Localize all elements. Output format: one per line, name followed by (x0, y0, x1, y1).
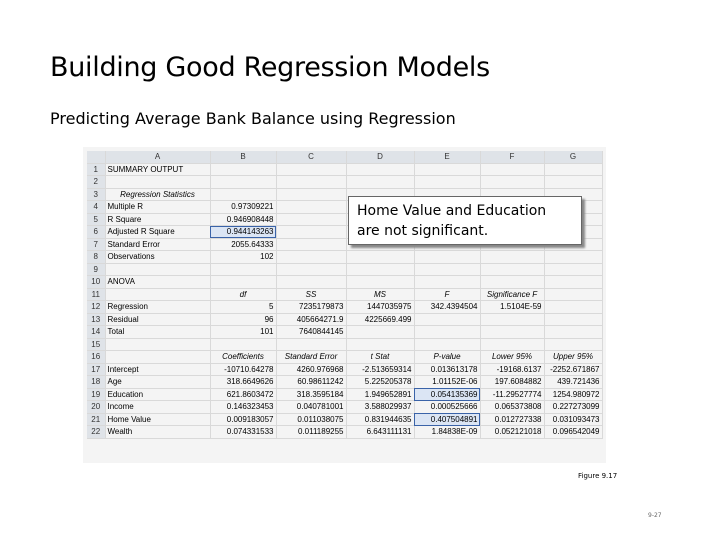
cell[interactable] (276, 201, 346, 214)
cell[interactable]: 1447035975 (346, 301, 414, 314)
sheet-row (87, 251, 602, 264)
corner-cell[interactable] (87, 151, 105, 163)
cell[interactable] (276, 276, 346, 289)
cell[interactable]: 0.009183057 (210, 413, 276, 426)
cell[interactable] (105, 288, 210, 301)
cell[interactable] (276, 226, 346, 239)
page-number: 9-27 (648, 512, 662, 519)
cell[interactable]: -19168.6137 (480, 363, 544, 376)
sheet-row (87, 426, 602, 439)
sheet-row (87, 401, 602, 414)
cell[interactable] (544, 338, 602, 351)
row-header[interactable]: 21 (87, 413, 105, 426)
cell[interactable] (480, 326, 544, 339)
cell[interactable]: 0.946908448 (210, 213, 276, 226)
cell[interactable]: t Stat (346, 351, 414, 364)
cell[interactable] (346, 176, 414, 189)
sheet-row (87, 176, 602, 189)
column-header[interactable]: B (210, 151, 276, 163)
cell[interactable]: -2.513659314 (346, 363, 414, 376)
cell[interactable] (414, 276, 480, 289)
sheet-row (87, 388, 602, 401)
cell[interactable] (480, 313, 544, 326)
cell[interactable]: 1.84838E-09 (414, 426, 480, 439)
cell[interactable]: 0.031093473 (544, 413, 602, 426)
cell[interactable] (480, 263, 544, 276)
sheet-row (87, 301, 602, 314)
cell[interactable]: df (210, 288, 276, 301)
cell[interactable] (414, 263, 480, 276)
cell[interactable] (480, 338, 544, 351)
cell[interactable]: MS (346, 288, 414, 301)
callout-note: Home Value and Education are not significant. (348, 196, 582, 245)
cell[interactable]: SS (276, 288, 346, 301)
column-header[interactable]: E (414, 151, 480, 163)
cell[interactable]: Standard Error (276, 351, 346, 364)
cell[interactable]: 0.013613178 (414, 363, 480, 376)
sheet-row (87, 163, 602, 176)
column-header[interactable]: F (480, 151, 544, 163)
cell[interactable]: 7235179873 (276, 301, 346, 314)
cell[interactable]: 0.054135369 (414, 388, 480, 401)
row-header[interactable]: 5 (87, 213, 105, 226)
cell[interactable]: 0.146323453 (210, 401, 276, 414)
cell[interactable] (544, 288, 602, 301)
cell[interactable]: 0.944143263 (210, 226, 276, 239)
cell[interactable]: 2055.64333 (210, 238, 276, 251)
cell[interactable]: 96 (210, 313, 276, 326)
row-header[interactable]: 11 (87, 288, 105, 301)
cell[interactable]: 0.011189255 (276, 426, 346, 439)
cell[interactable]: 5 (210, 301, 276, 314)
cell[interactable] (346, 276, 414, 289)
cell[interactable] (346, 338, 414, 351)
regression-output-table (87, 151, 603, 439)
cell[interactable] (210, 263, 276, 276)
sheet-row (87, 363, 602, 376)
cell[interactable] (210, 338, 276, 351)
cell[interactable]: R Square (105, 213, 210, 226)
cell[interactable]: Residual (105, 313, 210, 326)
cell[interactable]: Upper 95% (544, 351, 602, 364)
row-header[interactable]: 19 (87, 388, 105, 401)
row-header[interactable]: 10 (87, 276, 105, 289)
row-header[interactable]: 4 (87, 201, 105, 214)
cell[interactable] (480, 163, 544, 176)
cell[interactable]: 0.065373808 (480, 401, 544, 414)
cell[interactable]: 0.011038075 (276, 413, 346, 426)
cell[interactable]: 7640844145 (276, 326, 346, 339)
cell[interactable] (480, 276, 544, 289)
column-header[interactable]: G (544, 151, 602, 163)
cell[interactable]: 1.949652891 (346, 388, 414, 401)
cell[interactable] (210, 276, 276, 289)
cell[interactable]: P-value (414, 351, 480, 364)
cell[interactable] (276, 176, 346, 189)
cell[interactable] (414, 176, 480, 189)
cell[interactable]: 0.97309221 (210, 201, 276, 214)
cell[interactable] (544, 263, 602, 276)
cell[interactable]: Total (105, 326, 210, 339)
slide-subtitle: Predicting Average Bank Balance using Regression (50, 109, 456, 128)
cell[interactable] (414, 313, 480, 326)
row-header[interactable]: 12 (87, 301, 105, 314)
column-header[interactable]: C (276, 151, 346, 163)
row-header[interactable]: 22 (87, 426, 105, 439)
cell[interactable] (210, 188, 276, 201)
cell[interactable] (544, 251, 602, 264)
cell[interactable]: 0.227273099 (544, 401, 602, 414)
cell[interactable] (480, 176, 544, 189)
cell[interactable]: Significance F (480, 288, 544, 301)
cell[interactable] (346, 263, 414, 276)
cell[interactable]: 1.5104E-59 (480, 301, 544, 314)
row-header[interactable]: 9 (87, 263, 105, 276)
cell[interactable]: 4260.976968 (276, 363, 346, 376)
row-header[interactable]: 6 (87, 226, 105, 239)
cell[interactable]: 621.8603472 (210, 388, 276, 401)
cell[interactable] (276, 251, 346, 264)
cell[interactable]: 342.4394504 (414, 301, 480, 314)
cell[interactable]: -10710.64278 (210, 363, 276, 376)
cell[interactable]: Home Value (105, 413, 210, 426)
cell[interactable] (346, 251, 414, 264)
row-header[interactable]: 18 (87, 376, 105, 389)
cell[interactable]: Multiple R (105, 201, 210, 214)
sheet-row (87, 338, 602, 351)
cell[interactable]: Wealth (105, 426, 210, 439)
cell[interactable] (414, 251, 480, 264)
cell[interactable]: 318.6649626 (210, 376, 276, 389)
cell[interactable]: 1.01152E-06 (414, 376, 480, 389)
cell[interactable]: 0.012727338 (480, 413, 544, 426)
cell[interactable]: Regression Statistics (105, 188, 210, 201)
cell[interactable] (276, 238, 346, 251)
sheet-row (87, 376, 602, 389)
cell[interactable]: 4225669.499 (346, 313, 414, 326)
column-header-row (87, 151, 602, 163)
sheet-row (87, 351, 602, 364)
cell[interactable]: Standard Error (105, 238, 210, 251)
cell[interactable] (276, 188, 346, 201)
spreadsheet-screenshot (83, 147, 606, 463)
column-header[interactable]: D (346, 151, 414, 163)
cell[interactable]: 0.407504891 (414, 413, 480, 426)
cell[interactable] (544, 163, 602, 176)
cell[interactable] (105, 351, 210, 364)
cell[interactable] (276, 163, 346, 176)
cell[interactable] (544, 313, 602, 326)
cell[interactable]: Adjusted R Square (105, 226, 210, 239)
cell[interactable]: 3.588029937 (346, 401, 414, 414)
cell[interactable]: Lower 95% (480, 351, 544, 364)
cell[interactable] (544, 276, 602, 289)
cell[interactable]: Age (105, 376, 210, 389)
cell[interactable]: 60.98611242 (276, 376, 346, 389)
cell[interactable]: 101 (210, 326, 276, 339)
sheet-row (87, 263, 602, 276)
row-header[interactable]: 7 (87, 238, 105, 251)
cell[interactable]: Education (105, 388, 210, 401)
sheet-row (87, 326, 602, 339)
sheet-row (87, 288, 602, 301)
cell[interactable] (276, 213, 346, 226)
cell[interactable]: SUMMARY OUTPUT (105, 163, 210, 176)
cell[interactable]: 318.3595184 (276, 388, 346, 401)
cell[interactable]: 1254.980972 (544, 388, 602, 401)
figure-caption: Figure 9.17 (578, 472, 618, 480)
row-header[interactable]: 2 (87, 176, 105, 189)
cell[interactable]: 5.225205378 (346, 376, 414, 389)
cell[interactable]: 0.040781001 (276, 401, 346, 414)
cell[interactable] (544, 326, 602, 339)
cell[interactable]: 0.074331533 (210, 426, 276, 439)
cell[interactable] (210, 163, 276, 176)
cell[interactable] (544, 301, 602, 314)
cell[interactable] (210, 176, 276, 189)
cell[interactable] (276, 338, 346, 351)
cell[interactable] (414, 338, 480, 351)
row-header[interactable]: 16 (87, 351, 105, 364)
sheet-row (87, 276, 602, 289)
cell[interactable]: 0.831944635 (346, 413, 414, 426)
row-header[interactable]: 20 (87, 401, 105, 414)
cell[interactable]: 0.096542049 (544, 426, 602, 439)
row-header[interactable]: 1 (87, 163, 105, 176)
row-header[interactable]: 3 (87, 188, 105, 201)
cell[interactable]: 0.000525666 (414, 401, 480, 414)
row-header[interactable]: 8 (87, 251, 105, 264)
cell[interactable] (105, 263, 210, 276)
cell[interactable]: 102 (210, 251, 276, 264)
cell[interactable]: F (414, 288, 480, 301)
cell[interactable] (414, 326, 480, 339)
cell[interactable]: 0.052121018 (480, 426, 544, 439)
sheet-row (87, 313, 602, 326)
cell[interactable] (105, 338, 210, 351)
cell[interactable]: 405664271.9 (276, 313, 346, 326)
cell[interactable] (346, 326, 414, 339)
cell[interactable]: Intercept (105, 363, 210, 376)
cell[interactable]: Coefficients (210, 351, 276, 364)
cell[interactable]: -2252.671867 (544, 363, 602, 376)
cell[interactable]: 439.721436 (544, 376, 602, 389)
row-header[interactable]: 13 (87, 313, 105, 326)
cell[interactable]: Income (105, 401, 210, 414)
cell[interactable]: -11.29527774 (480, 388, 544, 401)
row-header[interactable]: 15 (87, 338, 105, 351)
cell[interactable] (276, 263, 346, 276)
row-header[interactable]: 17 (87, 363, 105, 376)
cell[interactable] (480, 251, 544, 264)
cell[interactable] (544, 176, 602, 189)
slide-title: Building Good Regression Models (50, 52, 490, 83)
sheet-row (87, 413, 602, 426)
cell[interactable] (346, 163, 414, 176)
cell[interactable]: 6.643111131 (346, 426, 414, 439)
cell[interactable]: Observations (105, 251, 210, 264)
cell[interactable]: ANOVA (105, 276, 210, 289)
cell[interactable] (414, 163, 480, 176)
cell[interactable] (105, 176, 210, 189)
row-header[interactable]: 14 (87, 326, 105, 339)
cell[interactable]: Regression (105, 301, 210, 314)
cell[interactable]: 197.6084882 (480, 376, 544, 389)
column-header[interactable]: A (105, 151, 210, 163)
